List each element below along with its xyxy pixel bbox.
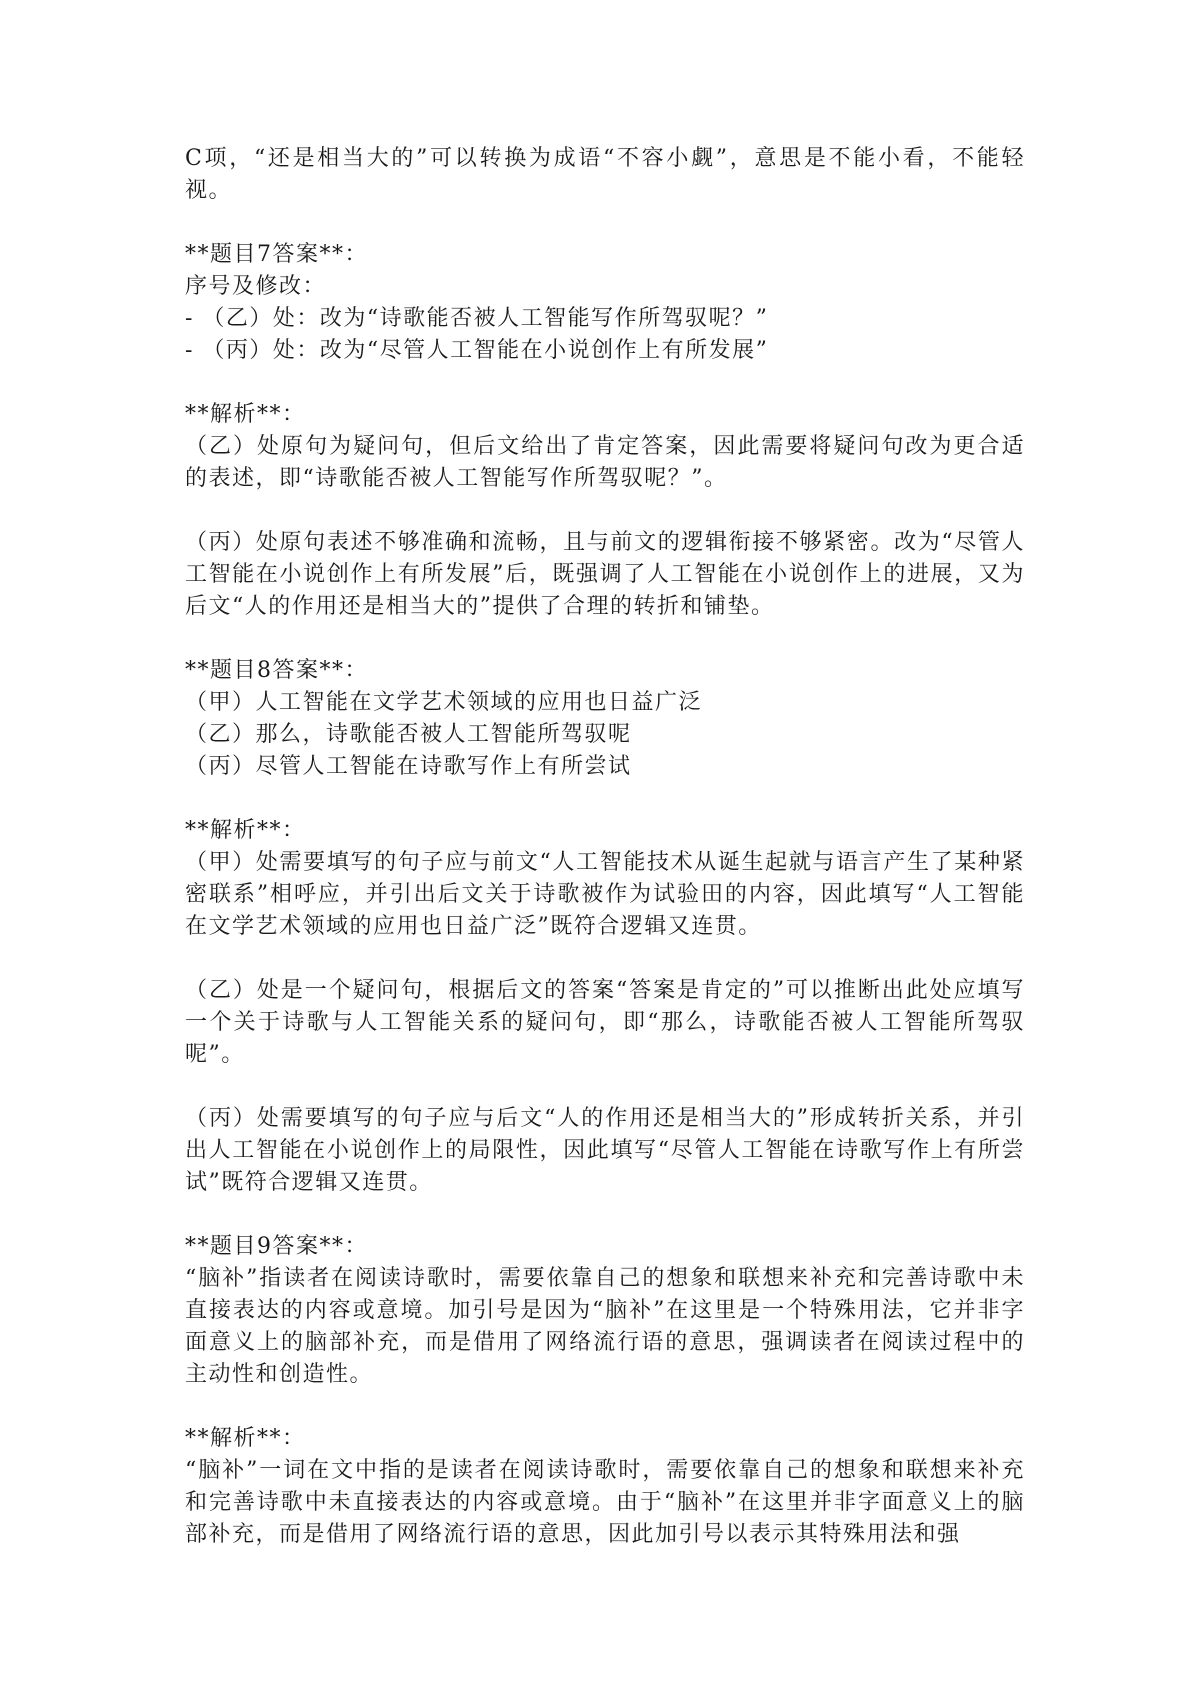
paragraph-spacer [185,495,1025,527]
paragraph-spacer [185,783,1025,815]
q8-analysis-bing: （丙）处需要填写的句子应与后文“人的作用还是相当大的”形成转折关系，并引出人工智能在小说创作上的局限性，因此填写“尽管人工智能在诗歌写作上有所尝试”既符合逻辑又连贯。 [185,1106,1025,1195]
q7-answer-intro: 序号及修改： [185,274,327,299]
q8-answer-heading: **题目8答案**： [185,658,368,683]
q8-analysis-yi: （乙）处是一个疑问句，根据后文的答案“答案是肯定的”可以推断出此处应填写一个关于诗歌与人工智能关系的疑问句，即“那么，诗歌能否被人工智能所驾驭呢”。 [185,978,1025,1067]
document-page [185,143,1025,1551]
q9-answer-heading: **题目9答案**： [185,1234,368,1259]
q9-analysis-heading: **解析**： [185,1426,306,1451]
q7-analysis-heading: **解析**： [185,402,306,427]
paragraph-spacer [185,1391,1025,1423]
paragraph-spacer [185,1071,1025,1103]
q8-answer-yi: （乙）那么，诗歌能否被人工智能所驾驭呢 [185,722,632,747]
q8-answer-jia: （甲）人工智能在文学艺术领域的应用也日益广泛 [185,690,703,715]
q9-analysis-text: “脑补”一词在文中指的是读者在阅读诗歌时，需要依靠自己的想象和联想来补充和完善诗歌中未直接表达的内容或意境。由于“脑补”在这里并非字面意义上的脑部补充，而是借用了网络流行语的意思，因此加引号以表示其特殊用法和强 [185,1458,1025,1547]
q7-answer-item-yi: - （乙）处：改为“诗歌能否被人工智能写作所驾驭呢？” [185,306,769,331]
q8-analysis-jia: （甲）处需要填写的句子应与前文“人工智能技术从诞生起就与语言产生了某种紧密联系”相呼应，并引出后文关于诗歌被作为试验田的内容，因此填写“人工智能在文学艺术领域的应用也日益广泛”既符合逻辑又连贯。 [185,850,1025,939]
q7-answer-item-bing: - （丙）处：改为“尽管人工智能在小说创作上有所发展” [185,338,769,363]
answer-c-explanation: C项，“还是相当大的”可以转换为成语“不容小觑”，意思是不能小看，不能轻视。 [185,146,1025,203]
paragraph-spacer [185,1199,1025,1231]
q7-answer-heading: **题目7答案**： [185,242,368,267]
q7-analysis-yi: （乙）处原句为疑问句，但后文给出了肯定答案，因此需要将疑问句改为更合适的表述，即“诗歌能否被人工智能写作所驾驭呢？”。 [185,434,1025,491]
q8-analysis-heading: **解析**： [185,818,306,843]
paragraph-spacer [185,943,1025,975]
q7-analysis-bing: （丙）处原句表述不够准确和流畅，且与前文的逻辑衔接不够紧密。改为“尽管人工智能在小说创作上有所发展”后，既强调了人工智能在小说创作上的进展，又为后文“人的作用还是相当大的”提供了合理的转折和铺垫。 [185,530,1025,619]
q8-answer-bing: （丙）尽管人工智能在诗歌写作上有所尝试 [185,754,632,779]
paragraph-spacer [185,623,1025,655]
q9-answer-text: “脑补”指读者在阅读诗歌时，需要依靠自己的想象和联想来补充和完善诗歌中未直接表达的内容或意境。加引号是因为“脑补”在这里是一个特殊用法，它并非字面意义上的脑部补充，而是借用了网络流行语的意思，强调读者在阅读过程中的主动性和创造性。 [185,1266,1025,1387]
paragraph-spacer [185,207,1025,239]
paragraph-spacer [185,367,1025,399]
